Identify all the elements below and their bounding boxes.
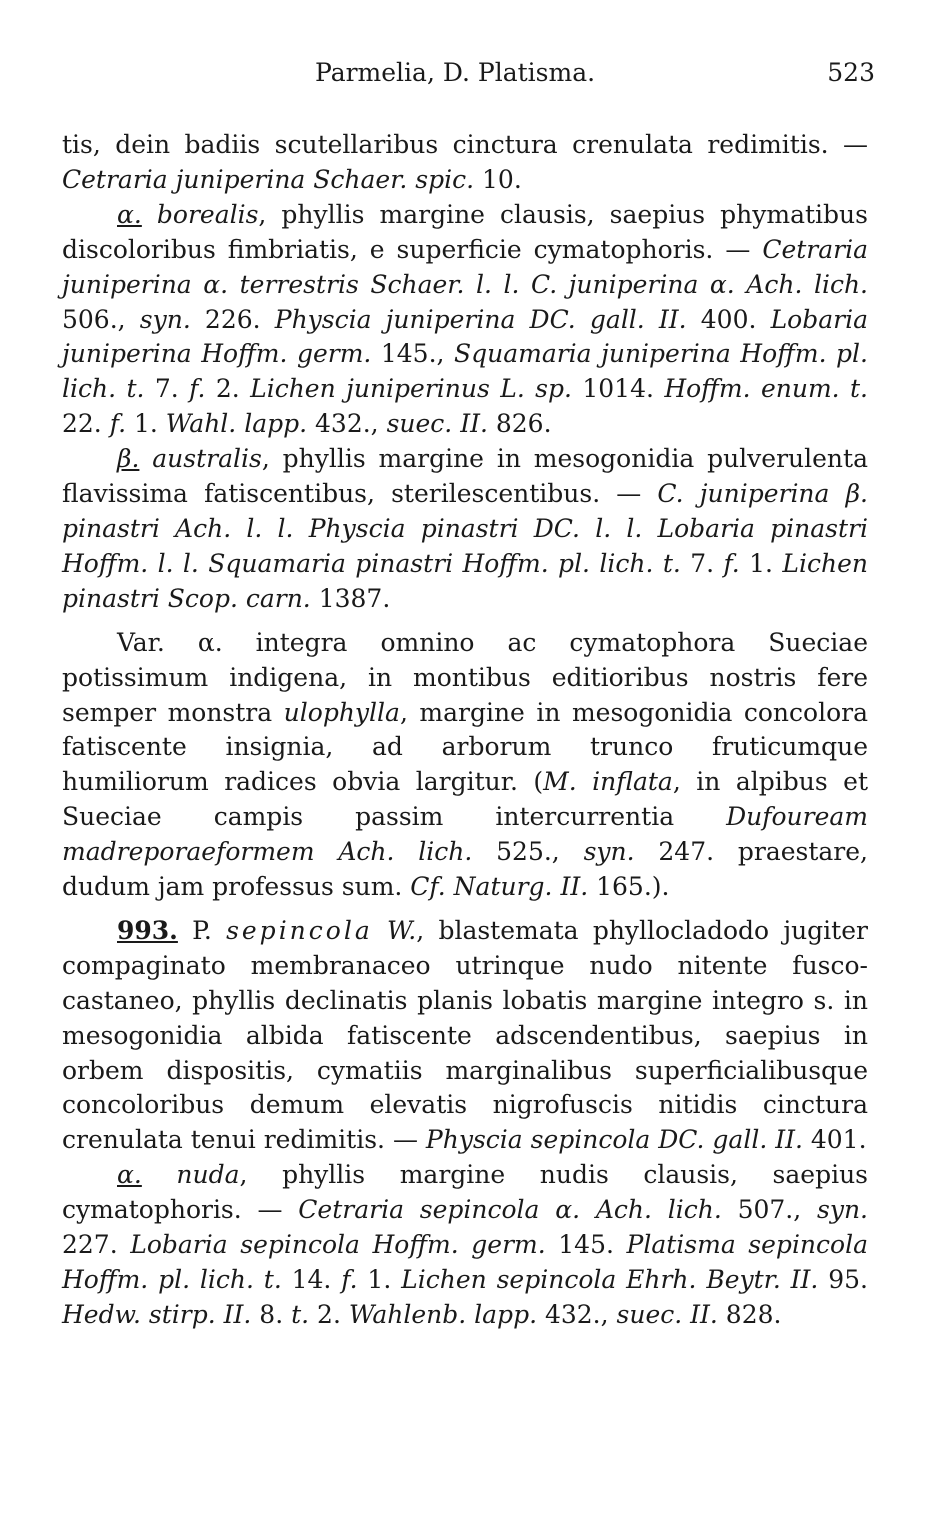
paragraph-continuation — [62, 128, 868, 198]
text-run: , phyllis margine clausis, saepius phymatibus discoloribus fimbriatis, e superficie cymatophoris. — — [62, 199, 868, 264]
text-run: Lobaria juniperina Hoffm. germ. — [62, 304, 868, 369]
text-run: α. — [117, 199, 142, 229]
text-run: C. juniperina β. pinastri Ach. l. l. Physcia pinastri DC. l. l. Lobaria pinastri Hoffm. l. l. Squamaria pinastri Hoffm. pl. lich. t. — [62, 479, 868, 578]
text-run: 525., — [472, 837, 584, 867]
paragraph-species-993 — [62, 914, 868, 1158]
text-run: 227. — [62, 1230, 131, 1260]
text-run: Dufouream madreporaeformem Ach. lich. — [62, 802, 868, 867]
text-run: 8. — [251, 1299, 292, 1329]
text-run: 1014. — [571, 374, 665, 404]
text-run: W. — [386, 915, 417, 945]
text-run: Cf. Naturg. II. — [410, 872, 589, 902]
text-run: f. — [723, 548, 740, 578]
text-run: 226. — [190, 304, 275, 334]
text-run: 2. — [309, 1299, 349, 1329]
paragraph-var-alpha-remarks — [62, 626, 868, 905]
text-run: Wahl. lapp. — [165, 409, 308, 439]
text-run: 432., — [307, 409, 387, 439]
text-run: f. — [109, 409, 127, 439]
running-title: Parmelia, D. Platisma. — [315, 58, 596, 87]
text-run: 165.). — [588, 872, 670, 902]
text-run: Physcia sepincola DC. gall. II. — [425, 1125, 803, 1155]
text-run: Physcia juniperina DC. gall. II. — [274, 304, 687, 334]
text-run: 432., — [537, 1299, 617, 1329]
text-run: syn. — [816, 1195, 868, 1225]
text-run: 247. praestare, dudum jam professus sum. — [62, 837, 868, 902]
text-run: tis, dein badiis scutellaribus cinctura crenulata redimitis. — — [62, 130, 868, 159]
text-run: , in alpibus et Sueciae campis passim intercurrentia — [62, 767, 869, 832]
text-run: 7. — [680, 548, 724, 578]
text-run: Cetraria sepincola α. Ach. lich. — [298, 1195, 722, 1225]
page-number: 523 — [827, 58, 875, 87]
text-run: 828. — [717, 1299, 782, 1329]
paragraph-variety-alpha-nuda — [62, 1158, 868, 1333]
text-run: Cetraria juniperina α. terrestris Schaer. l. l. C. juniperina α. Ach. lich. — [62, 234, 868, 299]
text-run: , margine in mesogonidia concolora fatiscente insignia, ad arborum trunco fruticumque humiliorum radices obvia largitur. ( — [62, 697, 868, 797]
text-run: , phyllis margine in mesogonidia pulverulenta flavissima fatiscentibus, sterilescentibus. — — [62, 444, 868, 509]
text-run: 10. — [474, 164, 522, 194]
text-run: 95. — [818, 1265, 868, 1294]
text-run: t. — [291, 1299, 310, 1329]
text-run: 506., — [62, 304, 140, 334]
paragraph-variety-beta-australis — [62, 442, 868, 617]
text-run: 22. — [62, 409, 110, 439]
text-run: , blastemata phyllocladodo jugiter compaginato membranaceo utrinque nudo nitente fusco-castaneo, phyllis declinatis planis lobatis margine integro s. in mesogonidia albida fatiscente adscendentibus, saepius in orbem dispositis, cymatiis marginalibus superficialibusque concoloribus demum elevatis nigrofuscis nitidis cinctura crenulata tenui redimitis. — — [62, 915, 868, 1155]
text-run: Cetraria juniperina Schaer. spic. — [62, 164, 475, 194]
text-run: borealis — [141, 199, 259, 229]
text-run: 2. — [205, 374, 251, 404]
text-run: nuda — [141, 1160, 240, 1190]
text-run: α. — [117, 1160, 142, 1190]
text-run: 1. — [126, 409, 166, 439]
page-body — [62, 128, 868, 1333]
text-run: sepincola — [226, 915, 373, 945]
text-run: 145., — [371, 339, 454, 369]
text-run: , phyllis margine nudis clausis, saepius cymatophoris. — — [62, 1160, 868, 1225]
text-run: f. — [189, 374, 206, 404]
text-run: P. — [177, 915, 227, 945]
text-run: suec. II. — [616, 1299, 718, 1329]
text-run: 1. — [357, 1265, 402, 1294]
text-run: 7. — [144, 374, 190, 404]
text-run: 145. — [545, 1230, 627, 1260]
text-run: 401. — [802, 1125, 867, 1155]
text-run: 400. — [686, 304, 771, 334]
text-run: 1387. — [310, 583, 391, 613]
text-run: Platisma sepincola Hoffm. pl. lich. t. — [62, 1230, 868, 1294]
text-run: Lichen pinastri Scop. carn. — [62, 548, 868, 613]
text-run: australis — [139, 444, 262, 474]
text-run: suec. II. — [386, 409, 488, 439]
text-run: β. — [117, 444, 140, 474]
text-run: 507., — [721, 1195, 817, 1225]
text-run: ulophylla — [283, 697, 400, 727]
text-run: Lobaria sepincola Hoffm. germ. — [130, 1230, 546, 1260]
text-run: M. inflata — [543, 767, 673, 797]
text-run: Hedw. stirp. II. — [62, 1299, 252, 1329]
page-header — [60, 58, 875, 98]
text-run: Squamaria juniperina Hoffm. pl. lich. t. — [62, 339, 868, 404]
text-run: 14. — [281, 1265, 342, 1294]
paragraph-variety-alpha-borealis — [62, 198, 868, 442]
text-run: 826. — [487, 409, 552, 439]
text-run: syn. — [583, 837, 635, 867]
text-run — [373, 916, 387, 945]
text-run: Wahlenb. lapp. — [348, 1299, 538, 1329]
text-run: 993. — [117, 915, 178, 945]
text-run: Lichen sepincola Ehrh. Beytr. II. — [401, 1265, 819, 1294]
text-run: Var. α. integra omnino ac cymatophora Sueciae potissimum indigena, in montibus editioribus nostris fere semper monstra — [62, 627, 868, 727]
text-run: Lichen juniperinus L. sp. — [250, 374, 572, 404]
text-run: syn. — [139, 304, 191, 334]
text-run: 1. — [739, 548, 783, 578]
text-run: f. — [341, 1265, 358, 1294]
text-run: Hoffm. enum. t. — [664, 374, 868, 404]
